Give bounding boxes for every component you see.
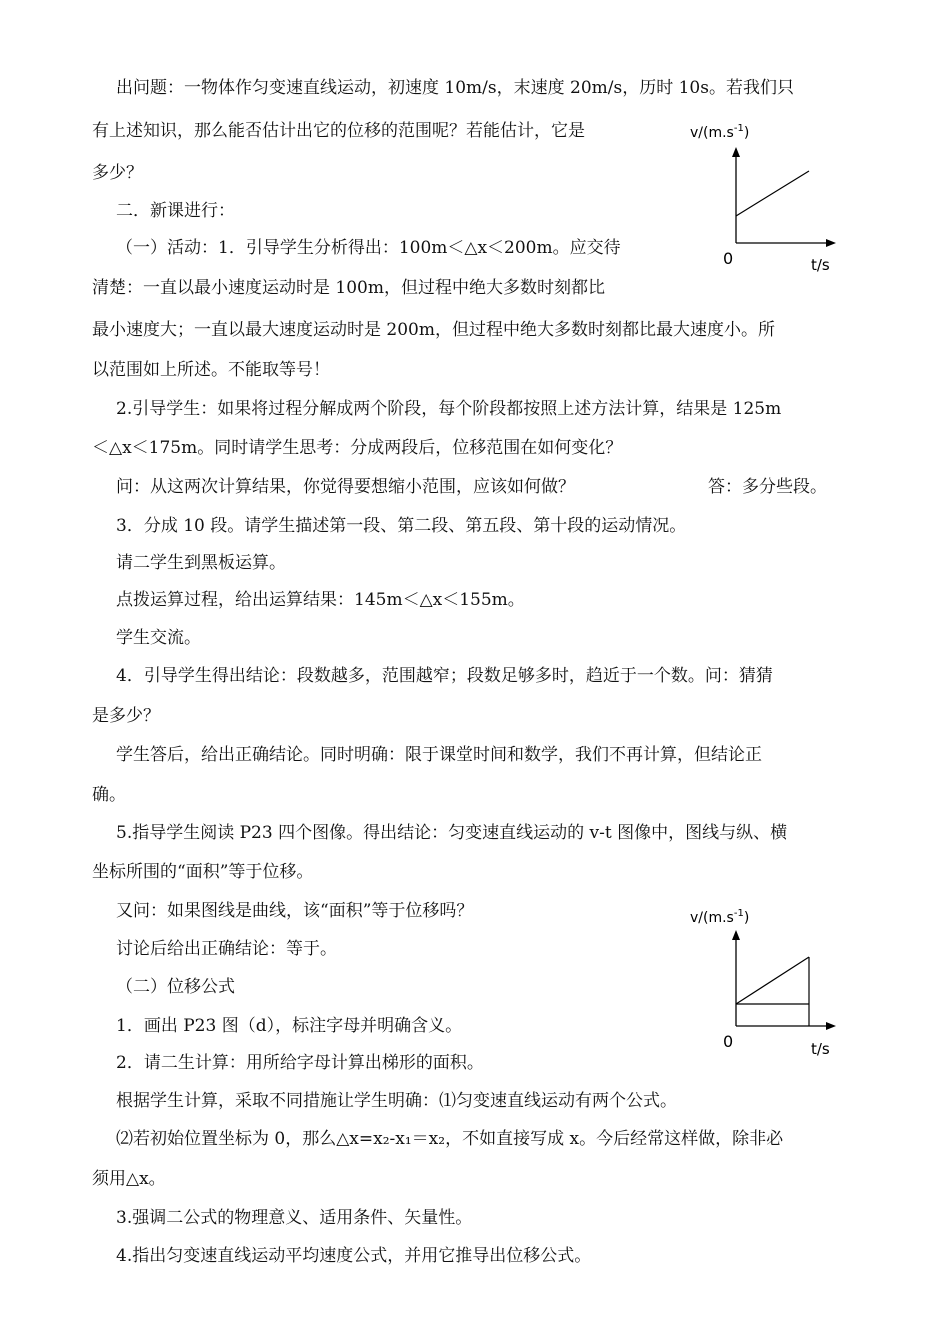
text-line-21: 坐标所围的“面积”等于位移。 <box>92 862 314 882</box>
graph1-velocity-line <box>736 171 809 216</box>
text-line-8: 以范围如上所述。不能取等号！ <box>92 360 330 380</box>
text-line-9: 2.引导学生：如果将过程分解成两个阶段，每个阶段都按照上述方法计算，结果是 125m <box>116 399 782 419</box>
graph2-y-arrow <box>732 930 740 940</box>
text-line-10: ＜△x＜175m。同时请学生思考：分成两段后，位移范围在如何变化？ <box>92 438 623 458</box>
text-line-7: 最小速度大；一直以最大速度运动时是 200m，但过程中绝大多数时刻都比最大速度小。所 <box>92 320 775 340</box>
text-line-5: （一）活动：1．引导学生分析得出：100m＜△x＜200m。应交待 <box>116 238 621 258</box>
text-line-13: 请二学生到黑板运算。 <box>116 553 286 573</box>
graph1-ylabel: $v/(m.s^{-1})$ <box>690 123 750 141</box>
text-line-19: 确。 <box>92 785 126 805</box>
text-line-18: 学生答后，给出正确结论。同时明确：限于课堂时间和数学，我们不再计算，但结论正 <box>116 745 762 765</box>
section-heading-displacement-formula: （二）位移公式 <box>116 977 235 997</box>
graph1-xlabel: t/s <box>811 256 830 274</box>
graph1-origin-label: 0 <box>723 249 734 268</box>
text-line-22: 又问：如果图线是曲线，该“面积”等于位移吗？ <box>116 901 474 921</box>
text-line-1: 出问题：一物体作匀变速直线运动，初速度 10m/s，末速度 20m/s，历时 10s。若我们只 <box>116 78 794 98</box>
graph1-y-arrow <box>732 147 740 157</box>
text-line-20: 5.指导学生阅读 P23 四个图像。得出结论：匀变速直线运动的 v-t 图像中，图线与纵、横 <box>116 823 788 843</box>
text-line-26: 2．请二生计算：用所给字母计算出梯形的面积。 <box>116 1053 484 1073</box>
text-line-3: 多少？ <box>92 163 143 183</box>
text-line-14: 点拨运算过程，给出运算结果：145m＜△x＜155m。 <box>116 590 525 610</box>
text-line-27: 根据学生计算，采取不同措施让学生明确：⑴匀变速直线运动有两个公式。 <box>116 1091 677 1111</box>
text-line-6: 清楚：一直以最小速度运动时是 100m，但过程中绝大多数时刻都比 <box>92 278 605 298</box>
text-line-17: 是多少？ <box>92 706 160 726</box>
graph2-origin-label: 0 <box>723 1032 734 1051</box>
graph1-x-arrow <box>826 239 836 247</box>
text-line-25: 1．画出 P23 图（d），标注字母并明确含义。 <box>116 1016 463 1036</box>
graph2-xlabel: t/s <box>811 1040 830 1058</box>
text-line-29: 须用△x。 <box>92 1169 166 1189</box>
text-line-23: 讨论后给出正确结论：等于。 <box>116 939 337 959</box>
text-line-12: 3．分成 10 段。请学生描述第一段、第二段、第五段、第十段的运动情况。 <box>116 516 687 536</box>
question-line: 问：从这两次计算结果，你觉得要想缩小范围，应该如何做？ <box>116 477 575 497</box>
graph2-velocity-line <box>736 957 809 1004</box>
text-line-16: 4．引导学生得出结论：段数越多，范围越窄；段数足够多时，趋近于一个数。问：猜猜 <box>116 666 773 686</box>
answer-line: 答：多分些段。 <box>708 477 827 497</box>
text-line-15: 学生交流。 <box>116 628 201 648</box>
vt-graph-2 <box>680 900 860 1070</box>
text-line-28: ⑵若初始位置坐标为 0，那么△x=x₂-x₁＝x₂，不如直接写成 x。今后经常这样做，除非必 <box>116 1129 784 1149</box>
section-heading-new-lesson: 二．新课进行： <box>116 201 235 221</box>
graph2-x-arrow <box>826 1022 836 1030</box>
text-line-2: 有上述知识，那么能否估计出它的位移的范围呢？若能估计，它是 <box>92 121 585 141</box>
vt-graph-1 <box>680 115 860 285</box>
graph2-ylabel: $v/(m.s^{-1})$ <box>690 908 750 926</box>
text-line-31: 4.指出匀变速直线运动平均速度公式，并用它推导出位移公式。 <box>116 1246 592 1266</box>
text-line-30: 3.强调二公式的物理意义、适用条件、矢量性。 <box>116 1208 473 1228</box>
